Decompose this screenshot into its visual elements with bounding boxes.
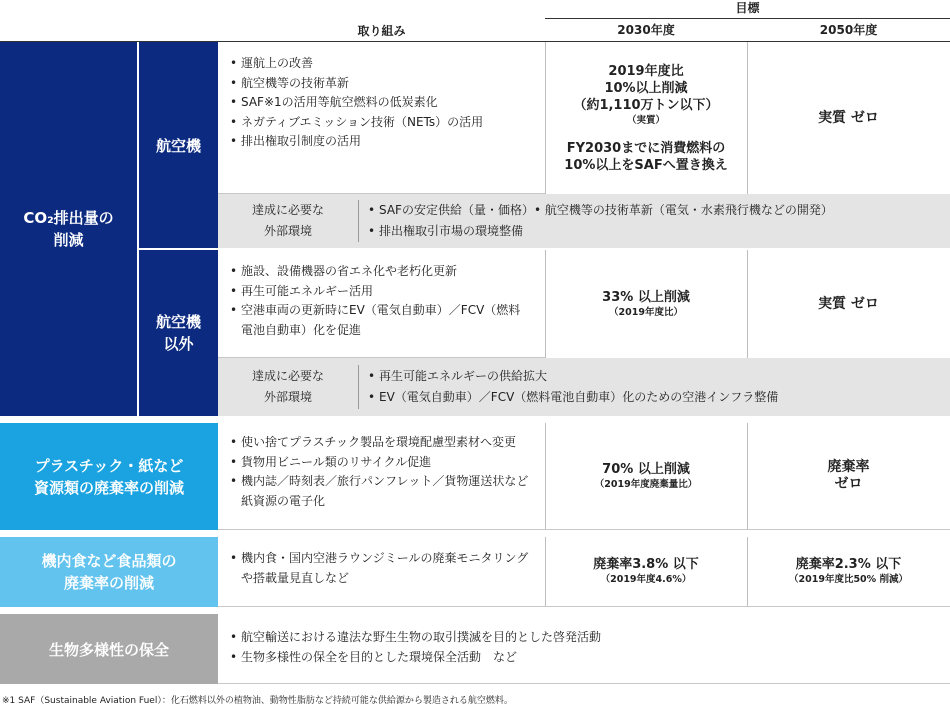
list-item: • 使い捨てプラスチック製品を環境配慮型素材へ変更 [230,433,533,453]
header-2030: 2030年度 [617,23,675,37]
aviation-action-list [230,54,545,152]
non-aviation-env-label-line1: 達成に必要な [251,369,324,383]
non-aviation-target-2050 [747,250,950,358]
footnote: ※1 SAF（Sustainable Aviation Fuel）：化石燃料以外の植物油、動物性脂肪など持続可能な供給源から製造される航空燃料。 [2,696,513,706]
biodiversity-category: 生物多様性の保全 [0,614,218,684]
non-aviation-env-list [368,366,778,408]
aviation-env-list [368,200,833,242]
food-action-list [230,549,533,588]
non-aviation-line1: 航空機 [155,313,201,331]
plastic-category-line2: 資源類の廃棄率の削減 [33,478,184,497]
plastic-2030-value: 70% 以上削減 [602,461,690,477]
list-item: • 施設、設備機器の省エネ化や老朽化更新 [230,262,531,282]
list-item: • 排出権取引制度の活用 [230,132,545,152]
list-item: • 生物多様性の保全を目的とした環境保全活動 など [230,648,950,668]
co2-category-line1: CO₂排出量の [23,209,114,227]
food-category-line1: 機内食など食品類の [41,552,177,570]
co2-category-line2: 削減 [53,231,84,249]
aviation-2030-line2: 10%以上削減 [604,80,688,96]
plastic-actions [218,423,545,530]
list-item: • 運航上の改善 [230,54,545,74]
list-item: • 再生可能エネルギー活用 [230,282,531,302]
list-item: • 貨物用ビニール類のリサイクル促進 [230,453,533,473]
header-mokuhyo: 目標 [735,1,760,15]
non-aviation-actions [218,250,545,358]
non-aviation-2050-value: 実質 ゼロ [818,295,879,312]
aviation-env-box [218,194,950,248]
biodiversity-actions [218,614,950,684]
header-2050: 2050年度 [819,23,878,37]
header-torikumi: 取り組み [357,24,406,38]
aviation-target-2050 [747,42,950,194]
non-aviation-env-label [218,366,358,408]
header-rule-goal [545,18,950,19]
food-category [0,537,218,607]
food-2030-sub: （2019年度4.6%） [600,574,692,585]
aviation-actions [218,42,545,194]
food-2050-sub: （2019年度比50% 削減） [789,574,908,585]
aviation-2030-saf-line2: 10%以上をSAFへ置き換え [564,157,728,173]
plastic-action-list [230,433,533,511]
plastic-target-2030 [545,423,747,530]
plastic-2050-line1: 廃棄率 [827,459,870,475]
aviation-target-2030 [545,42,747,194]
non-aviation-2030-value: 33% 以上削減 [602,289,690,305]
plastic-category [0,423,218,530]
food-actions [218,537,545,607]
food-target-2050 [747,537,950,607]
divider [358,365,359,409]
list-item: • 再生可能エネルギーの供給拡大 [368,366,778,387]
aviation-env-label [218,200,358,242]
list-item: • 空港車両の更新時にEV（電気自動車）／FCV（燃料電池自動車）化を促進 [230,301,531,340]
food-2030-value: 廃棄率3.8% 以下 [593,557,699,572]
non-aviation-action-list [230,262,531,340]
aviation-env-label-line1: 達成に必要な [251,203,324,217]
aviation-env-label-line2: 外部環境 [263,224,312,238]
list-item: • SAFの安定供給（量・価格）• 航空機等の技術革新（電気・水素飛行機などの開発） [368,200,833,221]
biodiversity-action-list [230,628,950,667]
non-aviation-2030-sub: （2019年度比） [609,306,683,318]
list-item: • 機内誌／時刻表／旅行パンフレット／貨物運送状など紙資源の電子化 [230,472,533,511]
list-item: • 排出権取引市場の環境整備 [368,221,833,242]
list-item: • EV（電気自動車）／FCV（燃料電池自動車）化のための空港インフラ整備 [368,387,778,408]
non-aviation-line2: 以外 [163,335,194,353]
food-target-2030 [545,537,747,607]
list-item: • 機内食・国内空港ラウンジミールの廃棄モニタリングや搭載量見直しなど [230,549,533,588]
plastic-target-2050 [747,423,950,530]
food-2050-value: 廃棄率2.3% 以下 [795,557,902,572]
food-category-line2: 廃棄率の削減 [63,574,154,592]
non-aviation-target-2030 [545,250,747,358]
aviation-subcategory: 航空機 [139,42,218,248]
co2-category [0,42,137,416]
aviation-2030-line3: （約1,110万トン以下） [573,97,719,113]
list-item: • 航空輸送における違法な野生生物の取引撲滅を目的とした啓発活動 [230,628,950,648]
aviation-2030-saf-line1: FY2030までに消費燃料の [566,140,726,156]
aviation-2050-value: 実質 ゼロ [818,109,879,126]
plastic-category-line1: プラスチック・紙など [34,456,184,475]
list-item: • 航空機等の技術革新 [230,74,545,94]
list-item: • SAF※1の活用等航空燃料の低炭素化 [230,93,545,113]
list-item: • ネガティブエミッション技術（NETs）の活用 [230,113,545,133]
non-aviation-env-label-line2: 外部環境 [263,390,312,404]
plastic-2050-line2: ゼロ [834,476,863,492]
plastic-2030-sub: （2019年度廃棄量比） [594,478,698,490]
divider [358,200,359,242]
non-aviation-subcategory [139,250,218,416]
aviation-2030-sub: （実質） [626,114,665,126]
aviation-2030-line1: 2019年度比 [608,63,684,79]
non-aviation-env-box [218,358,950,416]
